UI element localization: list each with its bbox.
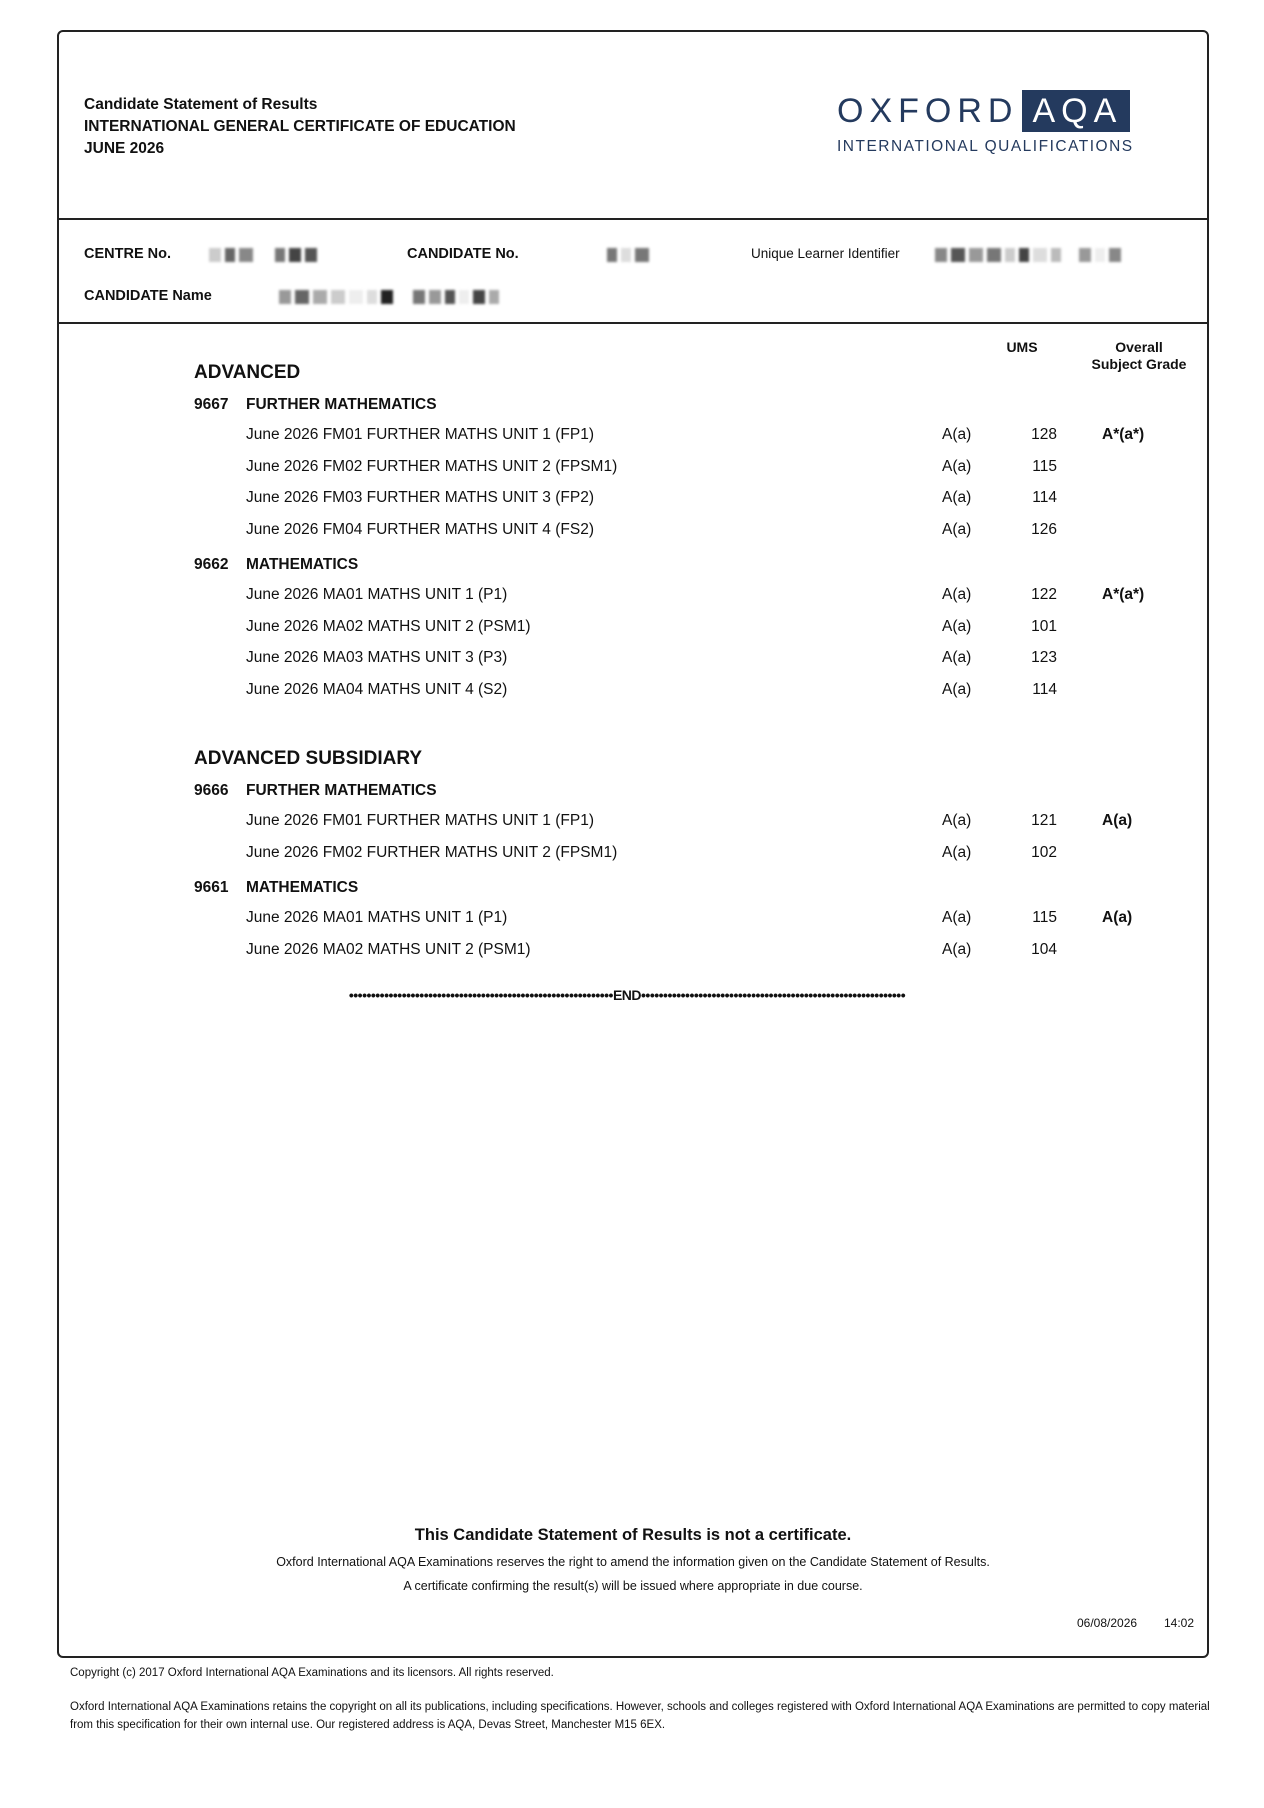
- unit-ums: 121: [1031, 812, 1057, 829]
- unit-grade: A(a): [942, 586, 972, 603]
- unit-description: June 2026 FM02 FURTHER MATHS UNIT 2 (FPSM1): [246, 457, 618, 475]
- end-marker: ••••••••••••••••••••••••••••••••••••••••••••••••••••••••••••END••••••••••••••••••••••••••••••••••••••••••••••••••••••••••••: [348, 987, 906, 1003]
- unit-description: June 2026 MA02 MATHS UNIT 2 (PSM1): [246, 617, 531, 635]
- footer-copyright: Copyright (c) 2017 Oxford International AQA Examinations and its licensors. All rights reserved.: [70, 1667, 554, 1679]
- unit-ums: 114: [1032, 489, 1057, 506]
- unit-ums: 122: [1031, 586, 1057, 603]
- results-statement-frame: [57, 30, 1209, 1658]
- unit-description: June 2026 MA02 MATHS UNIT 2 (PSM1): [246, 940, 531, 958]
- unit-grade: A(a): [942, 843, 972, 861]
- issue-time: 14:02: [1164, 1616, 1195, 1630]
- subject-code: 9667: [194, 396, 229, 413]
- overall-subject-grade: A*(a*): [1102, 426, 1145, 443]
- overall-subject-grade: A(a): [1102, 909, 1133, 926]
- subject-name: MATHEMATICS: [246, 879, 359, 896]
- section-title: ADVANCED SUBSIDIARY: [194, 748, 423, 769]
- subject-heading: [194, 879, 358, 897]
- unit-description: June 2026 FM04 FURTHER MATHS UNIT 4 (FS2): [246, 520, 594, 538]
- overall-subject-grade: A*(a*): [1102, 586, 1145, 603]
- header-title-block: [84, 94, 516, 160]
- subject-heading: [194, 396, 437, 414]
- unit-description: June 2026 FM03 FURTHER MATHS UNIT 3 (FP2): [246, 489, 594, 506]
- subject-code: 9666: [194, 782, 229, 799]
- unit-ums: 101: [1031, 617, 1057, 635]
- header-line-1: Candidate Statement of Results: [84, 96, 318, 113]
- logo-word-aqa: AQA: [1022, 90, 1130, 132]
- unit-description: June 2026 MA04 MATHS UNIT 4 (S2): [246, 680, 508, 698]
- ums-column-header: UMS: [1006, 339, 1038, 355]
- unit-ums: 102: [1031, 843, 1057, 861]
- unit-grade: A(a): [942, 680, 972, 698]
- header-line-2: INTERNATIONAL GENERAL CERTIFICATE OF EDUCATION: [84, 118, 516, 135]
- subject-code: 9661: [194, 879, 229, 896]
- unit-grade: A(a): [942, 940, 972, 958]
- unit-ums: 128: [1031, 426, 1057, 443]
- unit-description: June 2026 FM02 FURTHER MATHS UNIT 2 (FPSM1): [246, 843, 618, 861]
- unit-grade: A(a): [942, 457, 972, 475]
- uli-redacted: [935, 248, 1121, 262]
- unit-ums: 104: [1031, 940, 1057, 958]
- candidate-no-label: CANDIDATE No.: [407, 246, 519, 262]
- unit-description: June 2026 FM01 FURTHER MATHS UNIT 1 (FP1): [246, 426, 594, 443]
- unit-description: June 2026 MA03 MATHS UNIT 3 (P3): [246, 649, 508, 666]
- overall-subject-grade: A(a): [1102, 812, 1133, 829]
- amend-notice: Oxford International AQA Examinations reserves the right to amend the information given on the Candidate Statement of Results.: [276, 1555, 990, 1569]
- certificate-issue-notice: A certificate confirming the result(s) will be issued where appropriate in due course.: [403, 1579, 863, 1593]
- unit-ums: 115: [1032, 457, 1057, 475]
- header-line-3: JUNE 2026: [84, 140, 165, 157]
- candidate-name-redacted: [279, 290, 499, 304]
- overall-grade-column-header: Overall Subject Grade: [1091, 339, 1187, 372]
- oxford-aqa-logo: [837, 90, 1134, 156]
- unit-grade: A(a): [942, 617, 972, 635]
- uli-label: Unique Learner Identifier: [751, 246, 900, 261]
- candidate-id-row: [59, 218, 1207, 324]
- unit-description: June 2026 MA01 MATHS UNIT 1 (P1): [246, 586, 508, 603]
- unit-grade: A(a): [942, 489, 972, 506]
- unit-grade: A(a): [942, 426, 972, 443]
- statement-header: [59, 32, 1207, 220]
- subject-name: FURTHER MATHEMATICS: [246, 396, 437, 413]
- unit-grade: A(a): [942, 812, 972, 829]
- unit-ums: 114: [1032, 680, 1057, 698]
- candidate-name-label: CANDIDATE Name: [84, 288, 212, 304]
- unit-ums: 123: [1031, 649, 1057, 666]
- section-title: ADVANCED: [194, 362, 301, 383]
- subject-code: 9662: [194, 556, 229, 573]
- subject-heading: [194, 782, 437, 800]
- centre-no-redacted: [209, 248, 317, 262]
- candidate-no-redacted: [607, 248, 649, 262]
- not-certificate-notice: This Candidate Statement of Results is not a certificate.: [414, 1526, 852, 1544]
- unit-description: June 2026 FM01 FURTHER MATHS UNIT 1 (FP1): [246, 812, 594, 829]
- logo-subtitle: INTERNATIONAL QUALIFICATIONS: [837, 138, 1134, 155]
- subject-name: FURTHER MATHEMATICS: [246, 782, 437, 799]
- centre-no-label: CENTRE No.: [84, 246, 171, 262]
- subject-heading: [194, 556, 358, 574]
- unit-ums: 126: [1031, 520, 1057, 538]
- unit-ums: 115: [1032, 909, 1057, 926]
- logo-word-oxford: OXFORD: [837, 91, 1019, 130]
- issue-date: 06/08/2026: [1077, 1616, 1138, 1630]
- unit-description: June 2026 MA01 MATHS UNIT 1 (P1): [246, 909, 508, 926]
- unit-grade: A(a): [942, 649, 972, 666]
- unit-grade: A(a): [942, 909, 972, 926]
- footer-copyright-notice: Oxford International AQA Examinations retains the copyright on all its publications, including specifications. However, schools and colleges registered with Oxford International AQA Examinations are permitted to copy material from this specification for their own internal use. Our registered address is AQA, Devas Street, Manchester M15 6EX.: [70, 1701, 1210, 1731]
- subject-name: MATHEMATICS: [246, 556, 359, 573]
- unit-grade: A(a): [942, 520, 972, 538]
- end-label: END: [612, 987, 642, 1003]
